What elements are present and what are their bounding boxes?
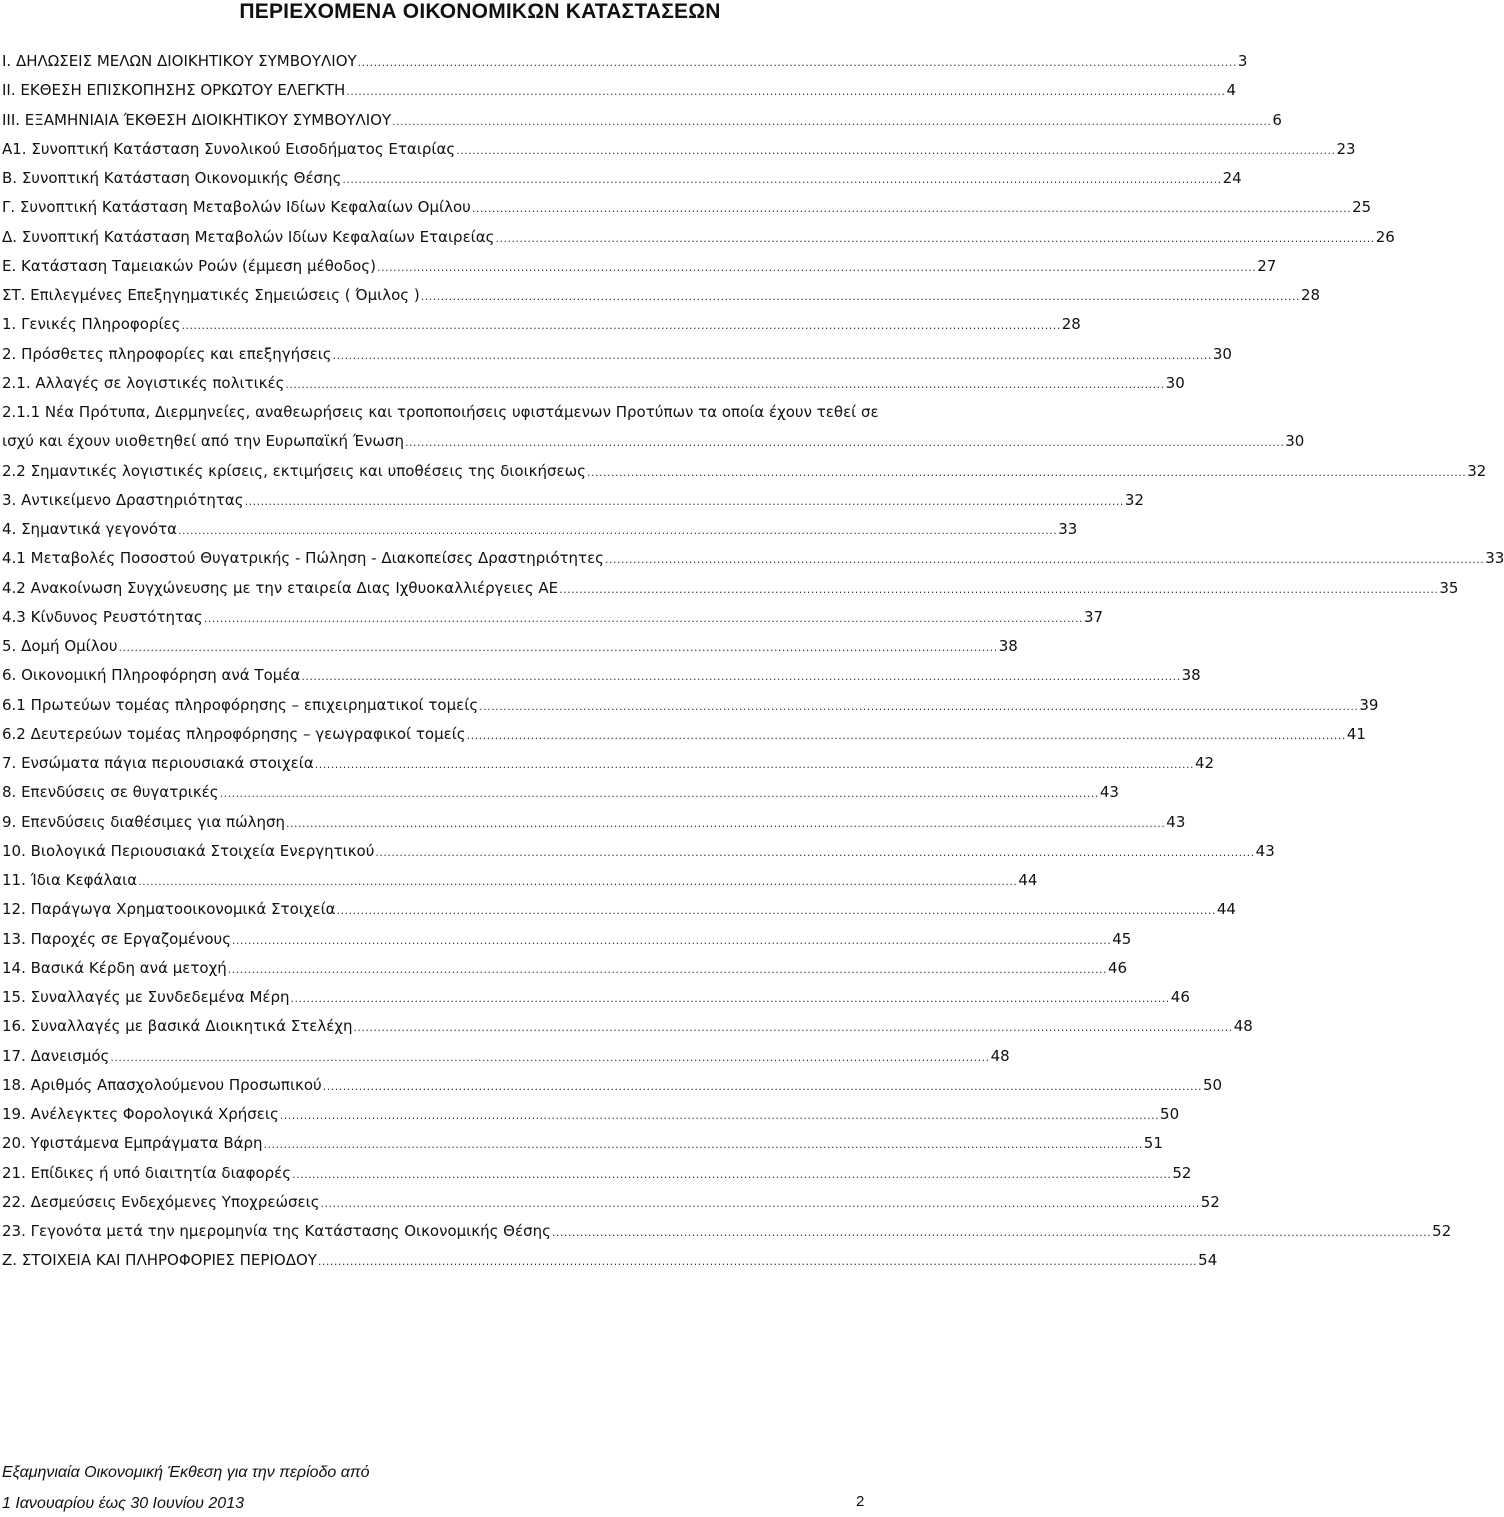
toc-entry-page: 33 [1485, 549, 1504, 568]
toc-dot-leader: ............................................................................................................................................................................................................................ [495, 231, 1375, 245]
toc-dot-leader: ............................................................................................................................................................................................................................ [586, 465, 1467, 479]
toc-entry-label: 4.2 Ανακοίνωση Συγχώνευσης με την εταιρεία Διας Ιχθυοκαλλιέργειες ΑΕ [2, 578, 559, 597]
toc-entry[interactable] [2, 544, 1504, 573]
toc-entry-page: 43 [1166, 812, 1186, 831]
toc-dot-leader: ............................................................................................................................................................................................................................ [551, 1226, 1432, 1239]
page-title: ΠΕΡΙΕΧΟΜΕΝΑ ΟΙΚΟΝΟΜΙΚΩΝ ΚΑΤΑΣΤΑΣΕΩΝ [239, 0, 721, 23]
toc-entry-label: 12. Παράγωγα Χρηματοοικονομικά Στοιχεία [2, 900, 336, 919]
toc-entry-page: 50 [1202, 1075, 1223, 1094]
toc-dot-leader: ............................................................................................................................................................................................................................ [203, 611, 1083, 625]
toc-entry-label: 17. Δανεισμός [2, 1046, 110, 1065]
toc-entry-label: I. ΔΗΛΩΣΕΙΣ ΜΕΛΩΝ ΔΙΟΙΚΗΤΙΚΟΥ ΣΥΜΒΟΥΛΙΟΥ [2, 52, 357, 70]
toc-entry-label: 4. Σημαντικά γεγονότα [2, 520, 177, 538]
toc-entry-label: ΣΤ. Επιλεγμένες Επεξηγηματικές Σημειώσεις ( Όμιλος ) [2, 286, 420, 304]
toc-entry[interactable] [2, 895, 1236, 924]
toc-entry-label: ισχύ και έχουν υιοθετηθεί από την Ευρωπαϊκή Ένωση [2, 432, 404, 451]
toc-entry[interactable] [2, 252, 1277, 281]
toc-dot-leader: ............................................................................................................................................................................................................................ [471, 202, 1352, 216]
toc-entry-page: 37 [1083, 607, 1104, 626]
toc-entry[interactable] [2, 164, 1242, 193]
toc-entry-label: Ε. Κατάσταση Ταμειακών Ροών (έμμεση μέθοδος) [2, 256, 376, 275]
toc-entry-label-line1[interactable]: 2.1.1 Νέα Πρότυπα, Διερμηνείες, αναθεωρήσεις και τροποποιήσεις υφιστάμενων Προτύπων τα οποία έχουν τεθεί σε [2, 403, 879, 421]
toc-dot-leader: ............................................................................................................................................................................................................................ [178, 524, 1058, 537]
toc-dot-leader: ............................................................................................................................................................................................................................ [285, 377, 1165, 391]
toc-entry-label: III. ΕΞΑΜΗΝΙΑΙΑ ΈΚΘΕΣΗ ΔΙΟΙΚΗΤΙΚΟΥ ΣΥΜΒΟΥΛΙΟΥ [2, 110, 392, 129]
toc-dot-leader: ............................................................................................................................................................................................................................ [292, 1167, 1172, 1181]
toc-dot-leader: ............................................................................................................................................................................................................................ [279, 1109, 1160, 1122]
toc-entry-page: 52 [1432, 1222, 1452, 1240]
toc-entry-page: 54 [1198, 1251, 1218, 1270]
toc-dot-leader: ............................................................................................................................................................................................................................ [110, 1050, 990, 1064]
toc-dot-leader: ............................................................................................................................................................................................................................ [286, 816, 1166, 830]
toc-entry[interactable] [2, 1159, 1192, 1188]
toc-entry[interactable] [2, 369, 1185, 398]
toc-dot-leader: ............................................................................................................................................................................................................................ [320, 1196, 1200, 1210]
toc-entry-page: 3 [1237, 52, 1248, 70]
toc-entry[interactable] [2, 1042, 1010, 1071]
toc-dot-leader: ............................................................................................................................................................................................................................ [227, 962, 1108, 976]
toc-entry-label: Ζ. ΣΤΟΙΧΕΙΑ ΚΑΙ ΠΛΗΡΟΦΟΡΙΕΣ ΠΕΡΙΟΔΟΥ [2, 1251, 317, 1270]
toc-entry[interactable] [2, 925, 1132, 954]
toc-entry[interactable] [2, 486, 1144, 515]
toc-entry-page: 52 [1200, 1192, 1220, 1211]
toc-entry-label: 5. Δομή Ομίλου [2, 637, 118, 655]
toc-entry-label: 19. Ανέλεγκτες Φορολογικά Χρήσεις [2, 1105, 279, 1123]
toc-entry-page: 43 [1099, 783, 1119, 802]
toc-dot-leader: ............................................................................................................................................................................................................................ [375, 845, 1255, 859]
toc-dot-leader: ............................................................................................................................................................................................................................ [244, 494, 1124, 508]
toc-entry[interactable] [2, 310, 1081, 339]
toc-dot-leader: ............................................................................................................................................................................................................................ [317, 1255, 1198, 1269]
toc-entry-label: 21. Επίδικες ή υπό διαιτητία διαφορές [2, 1163, 292, 1182]
toc-entry-page: 38 [998, 637, 1018, 655]
toc-entry[interactable] [2, 1071, 1223, 1100]
toc-entry-label: 15. Συναλλαγές με Συνδεδεμένα Μέρη [2, 988, 290, 1006]
toc-entry-page: 51 [1143, 1134, 1163, 1153]
toc-entry[interactable] [2, 106, 1282, 135]
toc-dot-leader: ............................................................................................................................................................................................................................ [232, 933, 1112, 947]
toc-entry-label: 6.2 Δευτερεύων τομέας πληροφόρησης – γεωγραφικοί τομείς [2, 724, 466, 743]
toc-dot-leader: ............................................................................................................................................................................................................................ [346, 85, 1226, 99]
toc-entry[interactable] [2, 720, 1366, 749]
toc-entry-page: 28 [1061, 315, 1081, 334]
toc-entry-label: 18. Αριθμός Απασχολούμενου Προσωπικού [2, 1075, 322, 1094]
toc-entry[interactable] [2, 340, 1232, 369]
toc-entry-page: 41 [1346, 724, 1366, 743]
toc-dot-leader: ............................................................................................................................................................................................................................ [219, 787, 1099, 801]
toc-entry-page: 28 [1300, 286, 1321, 304]
toc-dot-leader: ............................................................................................................................................................................................................................ [332, 348, 1212, 362]
toc-entry[interactable] [2, 193, 1372, 222]
toc-entry-label: 13. Παροχές σε Εργαζομένους [2, 929, 232, 948]
toc-entry-page: 46 [1108, 958, 1128, 977]
toc-entry-page: 33 [1058, 520, 1078, 538]
toc-entry[interactable] [2, 76, 1237, 105]
toc-entry-label: Β. Συνοπτική Κατάσταση Οικονομικής Θέσης [2, 169, 342, 187]
toc-entry-label: 2. Πρόσθετες πληροφορίες και επεξηγήσεις [2, 344, 332, 363]
toc-entry-page: 6 [1272, 110, 1282, 129]
toc-entry[interactable] [2, 515, 1078, 544]
toc-dot-leader: ............................................................................................................................................................................................................................ [138, 875, 1018, 888]
toc-entry[interactable] [2, 808, 1186, 837]
toc-entry-label: 4.1 Μεταβολές Ποσοστού Θυγατρικής - Πώληση - Διακοπείσες Δραστηριότητες [2, 549, 604, 568]
footer-line-2: 1 Ιανουαρίου έως 30 Ιουνίου 2013 [2, 1495, 244, 1512]
toc-dot-leader: ............................................................................................................................................................................................................................ [604, 553, 1485, 567]
toc-entry-label: II. ΕΚΘΕΣΗ ΕΠΙΣΚΟΠΗΣΗΣ ΟΡΚΩΤΟΥ ΕΛΕΓΚΤΗ [2, 81, 346, 100]
toc-dot-leader: ............................................................................................................................................................................................................................ [392, 114, 1272, 128]
toc-entry-page: 30 [1212, 344, 1232, 363]
toc-entry-page: 43 [1255, 841, 1275, 860]
toc-entry-page: 48 [1233, 1017, 1253, 1036]
toc-dot-leader: ............................................................................................................................................................................................................................ [466, 728, 1346, 742]
toc-dot-leader: ............................................................................................................................................................................................................................ [420, 290, 1300, 303]
toc-entry-page: 30 [1285, 432, 1305, 451]
toc-entry-page: 52 [1172, 1163, 1192, 1182]
toc-entry-label: 14. Βασικά Κέρδη ανά μετοχή [2, 958, 227, 977]
toc-entry[interactable] [2, 749, 1215, 778]
toc-entry[interactable] [2, 661, 1201, 690]
toc-dot-leader: ............................................................................................................................................................................................................................ [342, 173, 1222, 186]
toc-entry[interactable] [2, 281, 1321, 310]
toc-entry-page: 23 [1336, 139, 1356, 158]
toc-entry[interactable] [2, 866, 1038, 895]
toc-entry-label: Δ. Συνοπτική Κατάσταση Μεταβολών Ιδίων Κεφαλαίων Εταιρείας [2, 227, 495, 246]
footer-line-1: Εξαμηνιαία Οικονομική Έκθεση για την περίοδο από [2, 1464, 370, 1481]
toc-entry-label: 3. Αντικείμενο Δραστηριότητας [2, 490, 244, 509]
toc-entry-label: 1. Γενικές Πληροφορίες [2, 315, 181, 334]
toc-entry-page: 4 [1226, 81, 1237, 100]
toc-entry-label: 8. Επενδύσεις σε θυγατρικές [2, 783, 219, 802]
toc-entry[interactable] [2, 1188, 1220, 1217]
toc-entry-page: 35 [1439, 578, 1459, 597]
toc-entry-label: 22. Δεσμεύσεις Ενδεχόμενες Υποχρεώσεις [2, 1192, 320, 1211]
toc-dot-leader: ............................................................................................................................................................................................................................ [336, 904, 1216, 918]
toc-entry[interactable] [2, 691, 1379, 720]
toc-entry[interactable] [2, 837, 1275, 866]
toc-entry-page: 46 [1170, 988, 1190, 1006]
toc-entry-label: 6.1 Πρωτεύων τομέας πληροφόρησης – επιχειρηματικοί τομείς [2, 695, 479, 714]
toc-entry[interactable] [2, 223, 1395, 252]
toc-entry-page: 24 [1222, 169, 1242, 187]
toc-entry-page: 27 [1257, 256, 1277, 275]
toc-dot-leader: ............................................................................................................................................................................................................................ [456, 143, 1336, 157]
toc-entry[interactable] [2, 1217, 1452, 1246]
toc-entry[interactable] [2, 954, 1128, 983]
toc-entry-label: 16. Συναλλαγές με βασικά Διοικητικά Στελέχη [2, 1017, 353, 1036]
toc-entry-label: 10. Βιολογικά Περιουσιακά Στοιχεία Ενεργητικού [2, 841, 375, 860]
toc-entry[interactable] [2, 983, 1190, 1012]
toc-dot-leader: ............................................................................................................................................................................................................................ [301, 670, 1181, 684]
toc-entry[interactable] [2, 457, 1487, 486]
toc-dot-leader: ............................................................................................................................................................................................................................ [353, 1021, 1233, 1035]
toc-entry-label: 9. Επενδύσεις διαθέσιμες για πώληση [2, 812, 286, 831]
toc-entry-page: 32 [1124, 490, 1144, 509]
toc-dot-leader: ............................................................................................................................................................................................................................ [404, 436, 1285, 450]
toc-entry-label: 6. Οικονομική Πληροφόρηση ανά Τομέα [2, 666, 301, 685]
toc-entry-page: 48 [990, 1046, 1010, 1065]
toc-dot-leader: ............................................................................................................................................................................................................................ [559, 582, 1439, 596]
toc-entry[interactable] [2, 632, 1018, 661]
toc-dot-leader: ............................................................................................................................................................................................................................ [181, 319, 1061, 333]
toc-entry-page: 42 [1194, 754, 1215, 772]
toc-dot-leader: ............................................................................................................................................................................................................................ [290, 992, 1170, 1005]
toc-entry-label: 4.3 Κίνδυνος Ρευστότητας [2, 607, 203, 626]
toc-entry-page: 30 [1165, 373, 1185, 392]
toc-entry-page: 50 [1160, 1105, 1180, 1123]
toc-entry[interactable] [2, 1012, 1253, 1041]
toc-entry[interactable] [2, 135, 1356, 164]
toc-dot-leader: ............................................................................................................................................................................................................................ [118, 641, 998, 654]
toc-entry-label: 2.1. Αλλαγές σε λογιστικές πολιτικές [2, 373, 285, 392]
toc-entry-page: 45 [1112, 929, 1132, 948]
toc-entry-label: Α1. Συνοπτική Κατάσταση Συνολικού Εισοδήματος Εταιρίας [2, 139, 456, 158]
toc-entry-page: 32 [1467, 461, 1487, 480]
page-number: 2 [856, 1493, 865, 1510]
toc-dot-leader: ............................................................................................................................................................................................................................ [263, 1138, 1143, 1152]
toc-entry[interactable] [2, 427, 1305, 456]
toc-dot-leader: ............................................................................................................................................................................................................................ [376, 260, 1257, 274]
toc-entry[interactable] [2, 778, 1119, 807]
toc-entry[interactable] [2, 603, 1104, 632]
toc-entry-label: 20. Υφιστάμενα Εμπράγματα Βάρη [2, 1134, 263, 1153]
toc-entry[interactable] [2, 1129, 1163, 1158]
toc-entry-label: 7. Ενσώματα πάγια περιουσιακά στοιχεία [2, 754, 314, 772]
toc-entry-page: 44 [1216, 900, 1236, 919]
toc-dot-leader: ............................................................................................................................................................................................................................ [322, 1079, 1202, 1093]
toc-entry-label: 2.2 Σημαντικές λογιστικές κρίσεις, εκτιμήσεις και υποθέσεις της διοικήσεως [2, 461, 586, 480]
toc-dot-leader: ............................................................................................................................................................................................................................ [479, 699, 1359, 713]
toc-entry-page: 25 [1352, 198, 1372, 217]
toc-entry[interactable] [2, 1100, 1180, 1129]
toc-dot-leader: ............................................................................................................................................................................................................................ [357, 56, 1237, 69]
toc-entry[interactable] [2, 574, 1459, 603]
toc-entry-page: 26 [1375, 227, 1395, 246]
toc-entry[interactable] [2, 1246, 1218, 1275]
toc-entry[interactable] [2, 47, 1248, 76]
toc-entry-page: 39 [1359, 695, 1379, 714]
toc-entry-page: 38 [1181, 666, 1201, 685]
toc-entry-label: 23. Γεγονότα μετά την ημερομηνία της Κατάστασης Οικονομικής Θέσης [2, 1222, 551, 1240]
toc-entry-label: Γ. Συνοπτική Κατάσταση Μεταβολών Ιδίων Κεφαλαίων Ομίλου [2, 198, 471, 217]
toc-entry-page: 44 [1018, 871, 1038, 889]
toc-dot-leader: ............................................................................................................................................................................................................................ [314, 758, 1194, 771]
toc-entry-label: 11. Ίδια Κεφάλαια [2, 871, 138, 889]
